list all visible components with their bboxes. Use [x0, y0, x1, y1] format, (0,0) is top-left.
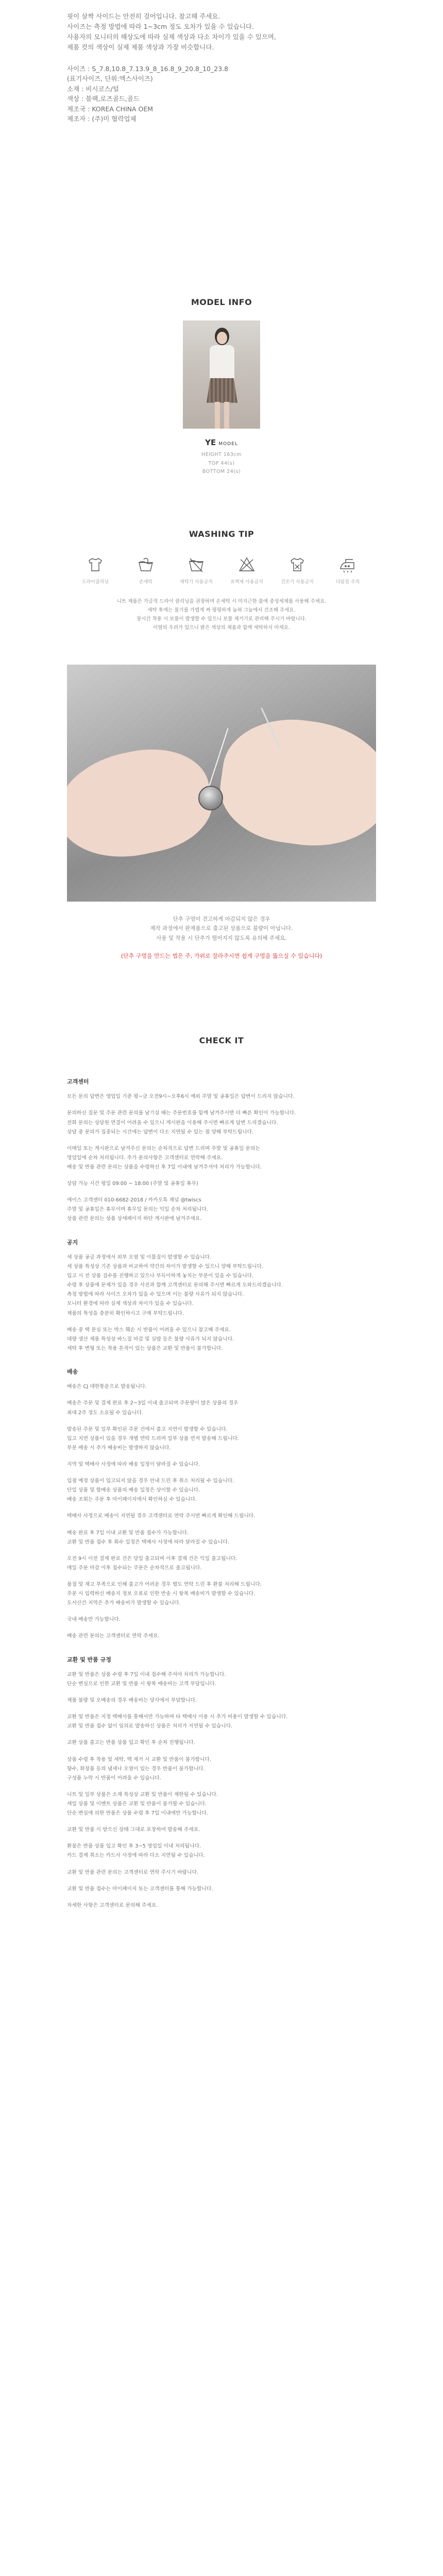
check-section	[67, 1367, 376, 1641]
check-line: 교환 및 반품은 지정 택배사를 통해서만 가능하며 타 택배사 이용 시 추가 비용이 발생할 수 있습니다.	[67, 1714, 288, 1720]
check-line: 주말 및 공휴일은 휴무이며 휴무일 문의는 익일 순차 처리됩니다.	[67, 1207, 209, 1213]
check-line: 입고 지연 상품이 있을 경우 개별 연락 드리며 일부 상품 먼저 발송해 드립니다.	[67, 1435, 239, 1442]
check-line: 단순 변심에 의한 반품은 상품 수령 후 7일 이내에만 가능합니다.	[67, 1810, 208, 1817]
hand-wash-icon	[137, 555, 155, 574]
wash-item	[77, 555, 113, 586]
check-line: 교환 및 반품은 상품 수령 후 7일 이내 접수해 주셔야 처리가 가능합니다.	[67, 1671, 226, 1677]
check-line: 배송 관련 문의는 고객센터로 연락 주세요.	[67, 1633, 160, 1639]
check-line: 배송 중 택 분실 또는 박스 훼손 시 반품이 어려울 수 있으니 참고해 주세요.	[67, 1327, 231, 1333]
check-section-heading: 교환 및 반품 규정	[67, 1656, 111, 1663]
check-line: 단순 변심으로 인한 교환 및 반품 시 왕복 배송비는 고객 부담입니다.	[67, 1681, 216, 1687]
model-name-suffix: MODEL	[218, 441, 238, 447]
no-bleach-icon	[237, 555, 256, 574]
check-line: 국내 배송만 가능합니다.	[67, 1617, 121, 1623]
button-sewing-photo	[67, 665, 376, 902]
check-line: 배송 조회는 주문 후 마이페이지에서 확인하실 수 있습니다.	[67, 1497, 197, 1503]
check-line: 세 상품 특성상 기존 상품과 비교하여 약간의 차이가 발생할 수 있으니 양해 부탁드립니다.	[67, 1264, 264, 1269]
check-paragraph	[67, 1425, 376, 1453]
check-line: 배송 완료 후 7일 이내 교환 및 반품 접수가 가능합니다.	[67, 1530, 189, 1536]
check-line: 대량 생산 제품 특성상 바느질 마감 및 실밥 등은 불량 사유가 되지 않습니다.	[67, 1336, 234, 1342]
check-line: 단일 상품 및 합배송 상품의 배송 일정은 상이할 수 있습니다.	[67, 1487, 200, 1494]
check-line: 입점 예정 상품이 입고되지 않을 경우 안내 드린 후 취소 처리될 수 있습니다.	[67, 1478, 234, 1484]
check-line: 세일 상품 및 이벤트 상품은 교환 및 반품이 불가할 수 있습니다.	[67, 1801, 207, 1807]
check-line: 최대 2주 정도 소요될 수 있습니다.	[67, 1410, 143, 1416]
check-line: 발송된 주문 및 일부 확인된 주문 건에서 출고 지연이 발생할 수 있습니다.	[67, 1426, 228, 1432]
check-line: 환불은 반품 상품 입고 확인 후 3~5 영업일 이내 처리됩니다.	[67, 1843, 201, 1850]
check-line: 배송 및 반품 관련 문의는 상품을 수령하신 후 7일 이내에 남겨주셔야 처리가 가능합니다.	[67, 1164, 262, 1170]
check-line: 향수, 화장품 등의 냄새나 오염이 있는 경우 반품이 불가합니다.	[67, 1766, 205, 1772]
check-line: 제품 불량 및 오배송의 경우 배송비는 당사에서 부담합니다.	[67, 1698, 197, 1704]
check-paragraph	[67, 1512, 376, 1521]
check-line: 제품의 특성을 충분히 확인하시고 구매 부탁드립니다.	[67, 1310, 184, 1316]
check-paragraph	[67, 1868, 376, 1877]
check-paragraph	[67, 1842, 376, 1860]
button-note-line: 단추 구멍이 견고하게 마감되지 않은 경우	[173, 916, 270, 922]
wash-label: 다림질 주의	[335, 580, 360, 585]
model-top: TOP 44(s)	[208, 460, 235, 466]
spec-size-note: (표기사이즈, 단위:엑스사이즈)	[67, 75, 153, 83]
check-line: 영업일에 순차 처리됩니다. 추가 문의사항은 고객센터로 연락해 주세요.	[67, 1155, 223, 1161]
washing-icons	[77, 555, 366, 586]
model-height: HEIGHT 163cm	[201, 452, 242, 458]
check-paragraph	[67, 1790, 376, 1818]
spec-color: 색상 : 블랙,로즈골드,골드	[67, 95, 140, 103]
check-line: 세탁 후 변형 또는 착용 흔적이 있는 상품은 교환 및 반품이 불가합니다.	[67, 1345, 223, 1351]
machine-wash-icon	[187, 555, 206, 574]
check-line: 이메일 또는 게시판으로 남겨주신 문의는 순차적으로 답변 드리며 주말 및 공휴일 문의는	[67, 1145, 260, 1151]
check-line: 니트 및 일부 상품은 소재 특성상 교환 및 반품이 제한될 수 있습니다.	[67, 1791, 218, 1798]
check-line: 지역 및 택배사 사정에 따라 배송 일정이 달라질 수 있습니다.	[67, 1461, 200, 1467]
check-line: 배송은 주문 및 결제 완료 후 2~3일 이내 출고되며 주문량이 많은 상품의 경우	[67, 1400, 238, 1406]
check-line: 부분 배송 시 추가 배송비는 발생하지 않습니다.	[67, 1445, 171, 1451]
wash-item	[279, 555, 315, 586]
check-paragraph	[67, 1755, 376, 1783]
check-paragraph	[67, 1580, 376, 1608]
check-section-heading: 고객센터	[67, 1078, 89, 1085]
check-line: 입고 시 전 상품 검수를 진행하고 있으나 부득이하게 놓치는 부분이 있을 수 있습니다.	[67, 1273, 254, 1279]
wash-label: 건조기 사용금지	[281, 580, 314, 585]
check-section-heading: 배송	[67, 1368, 78, 1375]
shirt-icon	[86, 555, 105, 574]
wash-label: 표백제 사용금지	[230, 580, 263, 585]
check-section	[67, 1238, 376, 1353]
check-line: 측정 방법에 따라 사이즈 오차가 있을 수 있으며 이는 불량 사유가 되지 않습니다.	[67, 1292, 244, 1298]
check-line: 오전 9시 이전 결제 완료 건은 당일 출고되며 이후 결제 건은 익일 출고됩니다.	[67, 1555, 237, 1562]
washing-instructions	[0, 597, 443, 632]
check-it-title: CHECK IT	[199, 1036, 244, 1045]
check-section	[67, 1655, 376, 1910]
washing-tip-title: WASHING TIP	[189, 529, 254, 539]
wash-item	[178, 555, 214, 586]
button-warning: (단추 구멍을 만드는 법은 주, 가위로 잘라주시면 쉽게 구멍을 뚫으실 수 있습니다)	[121, 953, 322, 959]
intro-line: 제품 컷의 색상이 실제 제품 색상과 가장 비슷합니다.	[67, 43, 214, 51]
check-line: 품절 및 재고 부족으로 인해 출고가 어려운 경우 별도 연락 드린 후 환불 처리해 드립니다.	[67, 1581, 262, 1587]
check-paragraph	[67, 1670, 376, 1689]
wash-item	[229, 555, 265, 586]
check-line: 상품 관련 문의는 상품 상세페이지 하단 게시판에 남겨주세요.	[67, 1216, 202, 1222]
check-line: 교환 상품 출고는 반품 상품 입고 확인 후 순차 진행됩니다.	[67, 1740, 195, 1746]
check-paragraph	[67, 1460, 376, 1469]
check-line: 카드 결제 취소는 카드사 사정에 따라 다소 지연될 수 있습니다.	[67, 1853, 205, 1859]
wash-item	[330, 555, 366, 586]
check-line: 상담 가능 시간 평일 09:00 ~ 18:00 (주말 및 공휴일 휴무)	[67, 1181, 198, 1187]
check-section	[67, 1077, 376, 1224]
check-line: 에이스 고객센터 010-6682-2018 / 카카오톡 채널 @twiscs	[67, 1197, 201, 1204]
check-line: 교환 및 반품 접수 후 회수 일정은 택배사 사정에 따라 달라질 수 있습니다.	[67, 1539, 229, 1545]
check-line: 매일 주문 마감 이후 접수되는 주문은 순차적으로 출고됩니다.	[67, 1565, 202, 1571]
check-line: 배송은 CJ 대한통운으로 발송됩니다.	[67, 1384, 147, 1390]
iron-icon	[338, 555, 357, 574]
spec-material: 소재 : 비시코스/털	[67, 84, 119, 93]
model-info-title: MODEL INFO	[191, 297, 252, 307]
check-paragraph	[67, 1696, 376, 1705]
spec-origin: 제조국 : KOREA CHINA OEM	[67, 105, 154, 113]
check-paragraph	[67, 1179, 376, 1189]
spec-size: 사이즈 : S_7.8,10.8_7.13.9_8_16.8_9_20.8_10_23.8	[67, 65, 229, 73]
check-paragraph	[67, 1196, 376, 1224]
check-paragraph	[67, 1738, 376, 1748]
check-paragraph	[67, 1144, 376, 1172]
check-line: 택배사 사정으로 배송이 지연될 경우 고객센터로 연락 주시면 빠르게 확인해 드립니다.	[67, 1513, 255, 1519]
model-name-text: YE	[205, 437, 216, 447]
washing-tip-section	[0, 528, 443, 632]
intro-line: 핏이 살짝 사이드는 안전히 걸어입니다. 참고해 주세요.	[67, 12, 220, 20]
check-paragraph	[67, 1901, 376, 1910]
check-paragraph	[67, 1092, 376, 1101]
check-paragraph	[67, 1382, 376, 1392]
model-measurements	[0, 451, 443, 477]
intro-line: 사용자의 모니터의 해상도에 따라 실제 색상과 다소 차이가 있을 수 있으며,	[67, 33, 276, 41]
check-it-section	[67, 1077, 376, 1924]
check-section-heading: 공지	[67, 1239, 78, 1246]
check-paragraph	[67, 1713, 376, 1731]
button-note	[0, 914, 443, 943]
check-line: 전화 문의는 상담원 연결이 어려울 수 있으니 게시판을 이용해 주시면 빠르게 답변 드리겠습니다.	[67, 1120, 278, 1126]
check-line: 상담 중 문의가 집중되는 시간에는 답변이 다소 지연될 수 있는 점 양해 부탁드립니다.	[67, 1129, 254, 1135]
check-paragraph	[67, 1477, 376, 1504]
wash-label: 손세탁	[139, 580, 153, 585]
check-line: 구성품 누락 시 반품이 어려울 수 있습니다.	[67, 1775, 161, 1781]
spec-maker: 제조자 : (주)미 협력업체	[67, 114, 137, 123]
wash-line: 장시간 착용 시 보풀이 발생할 수 있으니 보풀 제거기로 관리해 주시기 바랍니다.	[137, 616, 306, 622]
check-paragraph	[67, 1615, 376, 1624]
model-info-section	[0, 296, 443, 477]
check-paragraph	[67, 1554, 376, 1573]
check-paragraph	[67, 1632, 376, 1641]
check-paragraph	[67, 1399, 376, 1417]
check-line: 도서산간 지역은 추가 배송비가 발생할 수 있습니다.	[67, 1600, 181, 1606]
check-line: 교환 및 반품 접수는 마이페이지 또는 고객센터를 통해 가능합니다.	[67, 1886, 213, 1892]
check-paragraph	[67, 1326, 376, 1353]
check-line: 교환 및 반품 관련 문의는 고객센터로 연락 주시기 바랍니다.	[67, 1869, 199, 1875]
check-line: 교환 및 반품 시 받으신 상태 그대로 포장하여 발송해 주세요.	[67, 1827, 200, 1833]
wash-line: 세탁 후에는 물기를 가볍게 짜 평평하게 눕혀 그늘에서 건조해 주세요.	[147, 607, 296, 613]
wash-item	[128, 555, 164, 586]
check-line: 모니터 환경에 따라 실제 색상과 차이가 있을 수 있습니다.	[67, 1301, 194, 1307]
model-bottom: BOTTOM 24(s)	[202, 469, 241, 475]
wash-line: 이염의 우려가 있으니 밝은 색상의 제품과 함께 세탁하지 마세요.	[153, 625, 290, 631]
button-note-line: 사용 및 착용 시 단추가 떨어지지 않도록 유의해 주세요.	[156, 935, 287, 941]
check-line: 모든 문의 답변은 영업일 기준 평~금 오전9시~오후6시 예외 주말 및 공휴일은 답변이 드리지 않습니다.	[67, 1094, 295, 1100]
check-it-header	[0, 1035, 443, 1047]
check-line: 수령 후 상품에 문제가 있을 경우 사진과 함께 고객센터로 문의해 주시면 빠르게 도와드리겠습니다.	[67, 1282, 283, 1289]
check-paragraph	[67, 1885, 376, 1894]
wash-label: 드라이클리닝	[81, 580, 109, 585]
check-line: 세 상품 공급 과정에서 외부 오염 및 이물질이 발생할 수 있습니다.	[67, 1254, 212, 1260]
check-line: 상품 수령 후 착용 및 세탁, 택 제거 시 교환 및 반품이 불가합니다.	[67, 1756, 212, 1762]
check-paragraph	[67, 1253, 376, 1318]
check-paragraph	[67, 1109, 376, 1137]
check-line: 주문 시 입력하신 배송지 정보 오류로 인한 반송 시 왕복 배송비가 발생할 수 있습니다.	[67, 1591, 255, 1597]
model-photo	[183, 320, 260, 429]
wash-label: 세탁기 사용금지	[180, 580, 213, 585]
model-name	[0, 437, 443, 449]
product-intro	[0, 0, 443, 124]
check-line: 문의하신 질문 및 주문 관련 문의를 남기실 때는 주문번호를 함께 남겨주시면 더 빠른 확인이 가능합니다.	[67, 1110, 296, 1116]
button-note-line: 제작 과정에서 완제품으로 출고된 상품으로 불량이 아닙니다.	[150, 925, 293, 932]
check-line: 교환 및 반품 접수 없이 임의로 발송하신 상품은 처리가 지연될 수 있습니다.	[67, 1723, 233, 1730]
no-dryer-icon	[288, 555, 306, 574]
check-line: 자세한 사항은 고객센터로 문의해 주세요.	[67, 1902, 158, 1908]
check-paragraph	[67, 1529, 376, 1547]
check-paragraph	[67, 1825, 376, 1835]
intro-line: 사이즈는 측정 방법에 따라 1~3cm 정도 오차가 있을 수 있습니다.	[67, 23, 254, 30]
wash-line: 니트 제품은 가급적 드라이 클리닝을 권장하며 손세탁 시 미지근한 물에 중성세제를 사용해 주세요.	[116, 598, 327, 604]
